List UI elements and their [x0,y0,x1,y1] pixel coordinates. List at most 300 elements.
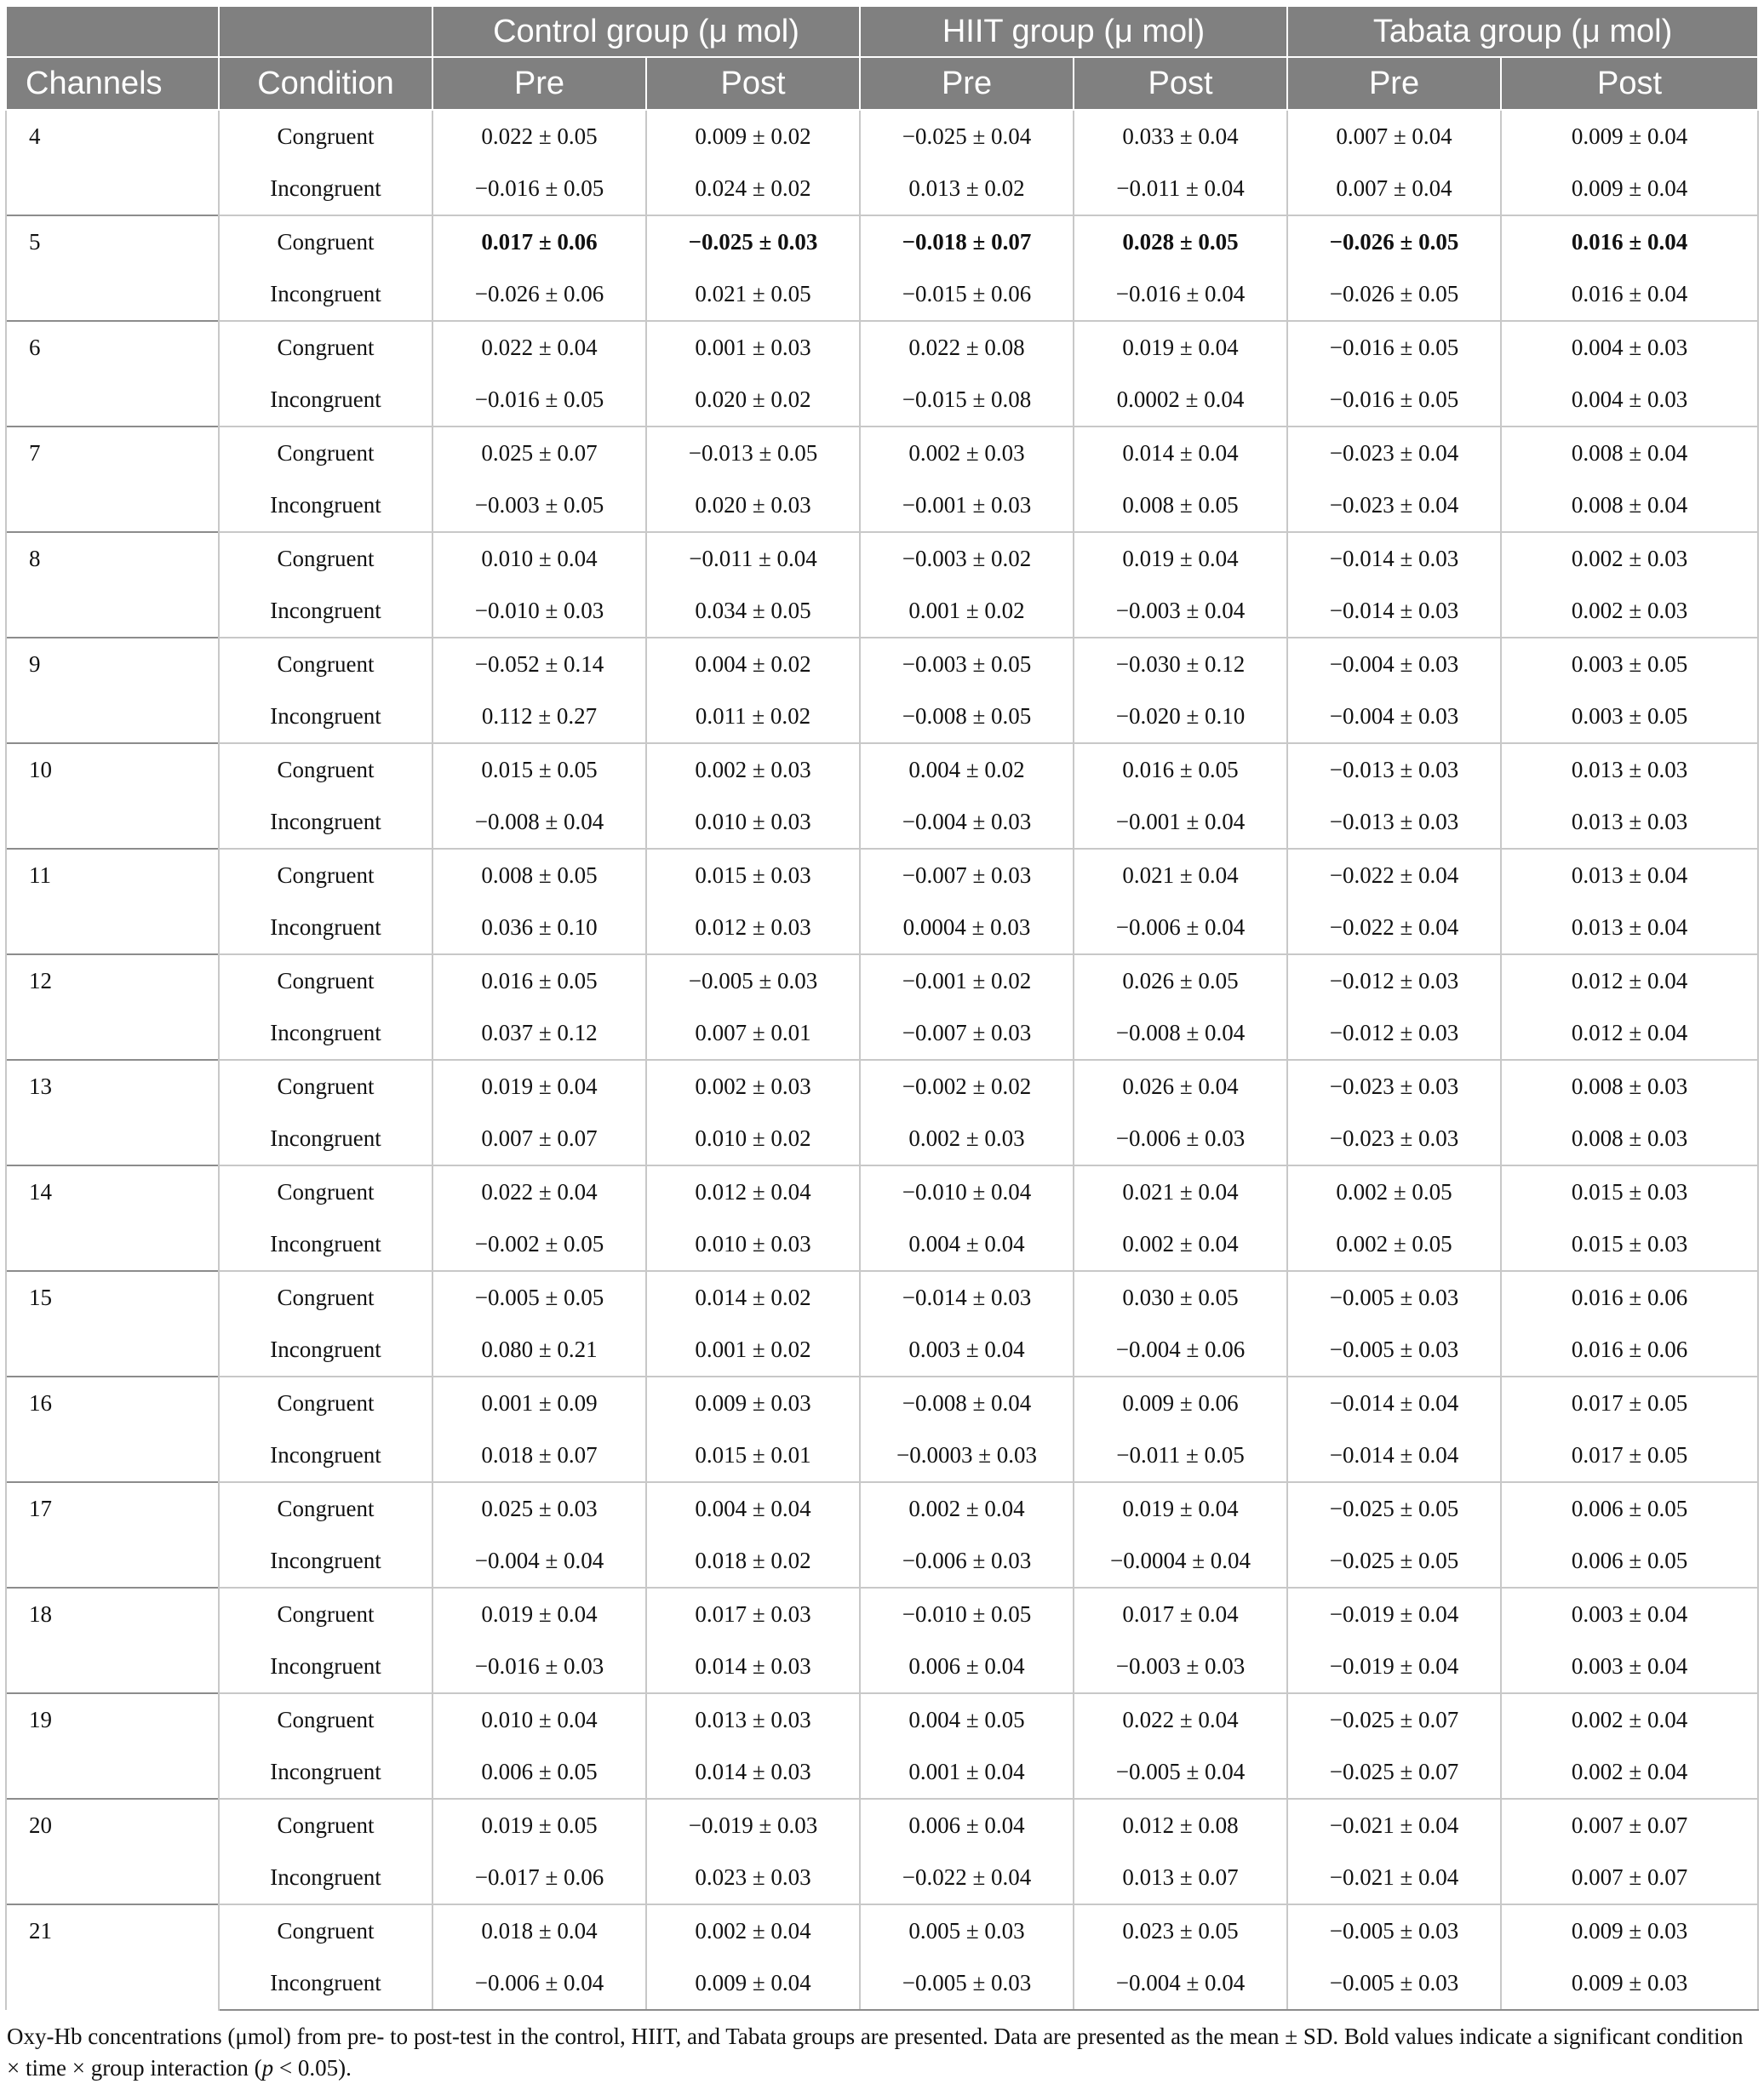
value-cell: 0.012 ± 0.04 [646,1165,860,1218]
value-cell: 0.013 ± 0.03 [1501,743,1758,796]
value-cell: 0.018 ± 0.07 [432,1429,646,1482]
value-cell: −0.003 ± 0.05 [860,638,1074,690]
value-cell: −0.021 ± 0.04 [1287,1799,1501,1852]
value-cell: −0.006 ± 0.03 [860,1535,1074,1588]
value-cell: 0.001 ± 0.02 [646,1324,860,1377]
table-row [6,1957,1758,2010]
channel-cell: 17 [6,1482,219,1588]
condition-cell: Incongruent [219,690,432,743]
condition-cell: Incongruent [219,1535,432,1588]
value-cell: 0.014 ± 0.04 [1074,427,1287,479]
value-cell: 0.009 ± 0.02 [646,110,860,163]
table-row [6,1271,1758,1324]
channel-cell: 19 [6,1693,219,1799]
value-cell: 0.018 ± 0.04 [432,1904,646,1957]
table-row [6,1640,1758,1693]
value-cell: −0.022 ± 0.04 [860,1852,1074,1904]
value-cell: 0.008 ± 0.03 [1501,1060,1758,1113]
channel-cell: 9 [6,638,219,743]
value-cell: 0.001 ± 0.04 [860,1746,1074,1799]
table-header [6,6,1758,110]
value-cell: −0.001 ± 0.04 [1074,796,1287,849]
table-row [6,1482,1758,1535]
condition-cell: Congruent [219,1482,432,1535]
value-cell: 0.015 ± 0.03 [646,849,860,902]
value-cell: −0.004 ± 0.04 [1074,1957,1287,2010]
value-cell: 0.013 ± 0.04 [1501,902,1758,954]
value-cell: 0.002 ± 0.04 [1501,1746,1758,1799]
value-cell: 0.006 ± 0.04 [860,1640,1074,1693]
value-cell: 0.013 ± 0.02 [860,163,1074,215]
value-cell: 0.012 ± 0.03 [646,902,860,954]
value-cell: 0.008 ± 0.05 [1074,479,1287,532]
header-hiit-post: Post [1074,57,1287,110]
value-cell: −0.016 ± 0.03 [432,1640,646,1693]
value-cell: 0.025 ± 0.03 [432,1482,646,1535]
table-row [6,1113,1758,1165]
table-row [6,1904,1758,1957]
value-cell: −0.003 ± 0.02 [860,532,1074,585]
value-cell: −0.005 ± 0.03 [1287,1904,1501,1957]
value-cell: 0.080 ± 0.21 [432,1324,646,1377]
value-cell: 0.019 ± 0.04 [1074,1482,1287,1535]
value-cell: 0.008 ± 0.04 [1501,479,1758,532]
value-cell: 0.004 ± 0.05 [860,1693,1074,1746]
value-cell: 0.022 ± 0.08 [860,321,1074,374]
value-cell: 0.026 ± 0.04 [1074,1060,1287,1113]
table-row [6,796,1758,849]
value-cell: 0.022 ± 0.04 [432,321,646,374]
table-row [6,1324,1758,1377]
condition-cell: Incongruent [219,1007,432,1060]
value-cell: 0.010 ± 0.03 [646,796,860,849]
channel-cell: 20 [6,1799,219,1904]
value-cell: 0.003 ± 0.04 [860,1324,1074,1377]
value-cell: 0.010 ± 0.02 [646,1113,860,1165]
table-row [6,321,1758,374]
condition-cell: Congruent [219,743,432,796]
value-cell: −0.004 ± 0.03 [1287,690,1501,743]
value-cell: −0.004 ± 0.04 [432,1535,646,1588]
value-cell: 0.023 ± 0.05 [1074,1904,1287,1957]
table-row [6,690,1758,743]
header-tabata-post: Post [1501,57,1758,110]
value-cell: −0.002 ± 0.02 [860,1060,1074,1113]
channel-cell: 7 [6,427,219,532]
value-cell: 0.030 ± 0.05 [1074,1271,1287,1324]
value-cell: −0.021 ± 0.04 [1287,1852,1501,1904]
value-cell: −0.003 ± 0.04 [1074,585,1287,638]
table-row [6,1799,1758,1852]
condition-cell: Congruent [219,1799,432,1852]
value-cell: −0.023 ± 0.04 [1287,427,1501,479]
value-cell: −0.003 ± 0.05 [432,479,646,532]
value-cell: 0.007 ± 0.04 [1287,163,1501,215]
channel-cell: 5 [6,215,219,321]
channel-cell: 21 [6,1904,219,2010]
value-cell: −0.012 ± 0.03 [1287,954,1501,1007]
value-cell: −0.007 ± 0.03 [860,849,1074,902]
value-cell: 0.008 ± 0.03 [1501,1113,1758,1165]
table-row [6,743,1758,796]
value-cell: −0.011 ± 0.04 [646,532,860,585]
value-cell: −0.001 ± 0.02 [860,954,1074,1007]
value-cell: 0.009 ± 0.04 [1501,110,1758,163]
value-cell: −0.019 ± 0.04 [1287,1588,1501,1640]
channel-cell: 11 [6,849,219,954]
value-cell: 0.002 ± 0.05 [1287,1165,1501,1218]
channel-cell: 6 [6,321,219,427]
value-cell: 0.019 ± 0.04 [432,1060,646,1113]
value-cell: 0.016 ± 0.05 [1074,743,1287,796]
table-row [6,902,1758,954]
value-cell: −0.003 ± 0.03 [1074,1640,1287,1693]
value-cell: −0.013 ± 0.03 [1287,796,1501,849]
value-cell: 0.002 ± 0.03 [860,1113,1074,1165]
value-cell: −0.008 ± 0.04 [860,1377,1074,1429]
value-cell: 0.011 ± 0.02 [646,690,860,743]
value-cell: 0.014 ± 0.03 [646,1640,860,1693]
value-cell: 0.028 ± 0.05 [1074,215,1287,268]
value-cell: −0.011 ± 0.05 [1074,1429,1287,1482]
channel-cell: 12 [6,954,219,1060]
value-cell: −0.014 ± 0.03 [1287,532,1501,585]
table-row [6,1852,1758,1904]
value-cell: 0.008 ± 0.05 [432,849,646,902]
value-cell: 0.008 ± 0.04 [1501,427,1758,479]
value-cell: −0.014 ± 0.04 [1287,1429,1501,1482]
header-hiit-group: HIIT group (μ mol) [860,6,1287,57]
value-cell: −0.005 ± 0.03 [646,954,860,1007]
value-cell: 0.036 ± 0.10 [432,902,646,954]
condition-cell: Congruent [219,849,432,902]
value-cell: 0.009 ± 0.03 [1501,1904,1758,1957]
value-cell: 0.021 ± 0.04 [1074,849,1287,902]
value-cell: −0.011 ± 0.04 [1074,163,1287,215]
condition-cell: Incongruent [219,1746,432,1799]
value-cell: 0.007 ± 0.01 [646,1007,860,1060]
table-row [6,479,1758,532]
condition-cell: Congruent [219,110,432,163]
value-cell: −0.016 ± 0.05 [432,163,646,215]
value-cell: 0.007 ± 0.07 [432,1113,646,1165]
value-cell: −0.014 ± 0.03 [860,1271,1074,1324]
value-cell: 0.034 ± 0.05 [646,585,860,638]
value-cell: 0.009 ± 0.03 [1501,1957,1758,2010]
condition-cell: Congruent [219,1904,432,1957]
value-cell: 0.009 ± 0.06 [1074,1377,1287,1429]
value-cell: 0.0004 ± 0.03 [860,902,1074,954]
value-cell: 0.015 ± 0.03 [1501,1218,1758,1271]
condition-cell: Incongruent [219,902,432,954]
header-empty-1 [6,6,219,57]
value-cell: 0.013 ± 0.03 [1501,796,1758,849]
value-cell: 0.006 ± 0.05 [432,1746,646,1799]
value-cell: −0.016 ± 0.04 [1074,268,1287,321]
value-cell: 0.021 ± 0.05 [646,268,860,321]
value-cell: −0.012 ± 0.03 [1287,1007,1501,1060]
value-cell: 0.007 ± 0.07 [1501,1852,1758,1904]
value-cell: 0.005 ± 0.03 [860,1904,1074,1957]
value-cell: 0.009 ± 0.04 [1501,163,1758,215]
header-condition: Condition [219,57,432,110]
value-cell: −0.052 ± 0.14 [432,638,646,690]
condition-cell: Congruent [219,1377,432,1429]
value-cell: 0.014 ± 0.03 [646,1746,860,1799]
value-cell: −0.020 ± 0.10 [1074,690,1287,743]
table-container [5,5,1759,2084]
condition-cell: Incongruent [219,585,432,638]
value-cell: 0.002 ± 0.04 [646,1904,860,1957]
condition-cell: Incongruent [219,163,432,215]
value-cell: −0.005 ± 0.03 [1287,1957,1501,2010]
channel-cell: 18 [6,1588,219,1693]
value-cell: 0.004 ± 0.04 [860,1218,1074,1271]
value-cell: 0.016 ± 0.06 [1501,1324,1758,1377]
value-cell: −0.026 ± 0.06 [432,268,646,321]
value-cell: −0.005 ± 0.03 [1287,1271,1501,1324]
value-cell: 0.010 ± 0.04 [432,532,646,585]
value-cell: −0.014 ± 0.04 [1287,1377,1501,1429]
value-cell: 0.001 ± 0.02 [860,585,1074,638]
value-cell: −0.019 ± 0.04 [1287,1640,1501,1693]
value-cell: −0.025 ± 0.07 [1287,1693,1501,1746]
value-cell: −0.008 ± 0.04 [432,796,646,849]
channel-cell: 16 [6,1377,219,1482]
value-cell: −0.016 ± 0.05 [1287,321,1501,374]
condition-cell: Congruent [219,1271,432,1324]
table-row [6,1007,1758,1060]
table-row [6,1746,1758,1799]
value-cell: 0.006 ± 0.05 [1501,1482,1758,1535]
value-cell: 0.016 ± 0.04 [1501,215,1758,268]
channel-cell: 8 [6,532,219,638]
value-cell: 0.025 ± 0.07 [432,427,646,479]
condition-cell: Congruent [219,1693,432,1746]
table-row [6,1218,1758,1271]
header-channels: Channels [6,57,219,110]
value-cell: −0.014 ± 0.03 [1287,585,1501,638]
value-cell: 0.017 ± 0.06 [432,215,646,268]
table-row [6,638,1758,690]
channel-cell: 4 [6,110,219,215]
value-cell: −0.023 ± 0.03 [1287,1060,1501,1113]
value-cell: 0.013 ± 0.03 [646,1693,860,1746]
condition-cell: Congruent [219,1060,432,1113]
table-row [6,954,1758,1007]
value-cell: −0.008 ± 0.05 [860,690,1074,743]
value-cell: −0.025 ± 0.05 [1287,1535,1501,1588]
channel-cell: 14 [6,1165,219,1271]
value-cell: −0.010 ± 0.03 [432,585,646,638]
header-control-pre: Pre [432,57,646,110]
value-cell: −0.005 ± 0.04 [1074,1746,1287,1799]
table-body [6,110,1758,2010]
value-cell: 0.021 ± 0.04 [1074,1165,1287,1218]
value-cell: 0.009 ± 0.04 [646,1957,860,2010]
table-row [6,1165,1758,1218]
condition-cell: Incongruent [219,1957,432,2010]
table-row [6,1535,1758,1588]
value-cell: 0.009 ± 0.03 [646,1377,860,1429]
value-cell: −0.026 ± 0.05 [1287,215,1501,268]
value-cell: −0.005 ± 0.03 [860,1957,1074,2010]
value-cell: 0.026 ± 0.05 [1074,954,1287,1007]
value-cell: 0.112 ± 0.27 [432,690,646,743]
footnote-text-1: Oxy-Hb concentrations (μmol) from pre- to post-test in the control, HIIT, and Tabata groups are presented. Data are presented as the mean ± SD. Bold values indicate a significant condition × time × group interaction ( [7,2024,1744,2081]
value-cell: 0.037 ± 0.12 [432,1007,646,1060]
value-cell: −0.017 ± 0.06 [432,1852,646,1904]
header-hiit-pre: Pre [860,57,1074,110]
table-row [6,1693,1758,1746]
value-cell: 0.019 ± 0.04 [1074,321,1287,374]
value-cell: 0.019 ± 0.04 [1074,532,1287,585]
value-cell: 0.015 ± 0.03 [1501,1165,1758,1218]
value-cell: 0.014 ± 0.02 [646,1271,860,1324]
value-cell: −0.005 ± 0.05 [432,1271,646,1324]
footnote-text-2: < 0.05). [273,2055,352,2081]
table-row [6,374,1758,427]
table-row [6,215,1758,268]
value-cell: −0.023 ± 0.04 [1287,479,1501,532]
header-tabata-pre: Pre [1287,57,1501,110]
condition-cell: Incongruent [219,268,432,321]
value-cell: −0.013 ± 0.05 [646,427,860,479]
condition-cell: Incongruent [219,479,432,532]
condition-cell: Incongruent [219,1852,432,1904]
value-cell: −0.030 ± 0.12 [1074,638,1287,690]
table-row [6,268,1758,321]
oxy-hb-table [5,5,1759,2011]
condition-cell: Congruent [219,1165,432,1218]
value-cell: 0.020 ± 0.02 [646,374,860,427]
value-cell: 0.004 ± 0.03 [1501,321,1758,374]
table-row [6,110,1758,163]
value-cell: −0.002 ± 0.05 [432,1218,646,1271]
value-cell: −0.016 ± 0.05 [432,374,646,427]
header-empty-2 [219,6,432,57]
value-cell: −0.005 ± 0.03 [1287,1324,1501,1377]
value-cell: 0.004 ± 0.03 [1501,374,1758,427]
table-row [6,1588,1758,1640]
value-cell: −0.004 ± 0.03 [860,796,1074,849]
condition-cell: Congruent [219,321,432,374]
value-cell: 0.016 ± 0.04 [1501,268,1758,321]
table-row [6,427,1758,479]
value-cell: −0.026 ± 0.05 [1287,268,1501,321]
value-cell: 0.017 ± 0.05 [1501,1377,1758,1429]
value-cell: 0.033 ± 0.04 [1074,110,1287,163]
value-cell: −0.013 ± 0.03 [1287,743,1501,796]
value-cell: 0.002 ± 0.03 [860,427,1074,479]
channel-cell: 10 [6,743,219,849]
value-cell: 0.002 ± 0.03 [646,743,860,796]
value-cell: 0.001 ± 0.03 [646,321,860,374]
table-row [6,1429,1758,1482]
condition-cell: Incongruent [219,1429,432,1482]
table-row [6,532,1758,585]
condition-cell: Congruent [219,427,432,479]
value-cell: 0.001 ± 0.09 [432,1377,646,1429]
value-cell: 0.017 ± 0.04 [1074,1588,1287,1640]
value-cell: 0.004 ± 0.02 [646,638,860,690]
footnote-p-symbol: p [261,2055,274,2081]
value-cell: 0.012 ± 0.08 [1074,1799,1287,1852]
condition-cell: Congruent [219,532,432,585]
value-cell: −0.016 ± 0.05 [1287,374,1501,427]
table-footnote [5,2021,1759,2084]
value-cell: −0.025 ± 0.05 [1287,1482,1501,1535]
condition-cell: Congruent [219,1588,432,1640]
value-cell: −0.010 ± 0.04 [860,1165,1074,1218]
value-cell: −0.004 ± 0.06 [1074,1324,1287,1377]
table-row [6,849,1758,902]
value-cell: 0.022 ± 0.04 [1074,1693,1287,1746]
value-cell: −0.007 ± 0.03 [860,1007,1074,1060]
value-cell: 0.003 ± 0.04 [1501,1640,1758,1693]
value-cell: −0.015 ± 0.08 [860,374,1074,427]
value-cell: −0.019 ± 0.03 [646,1799,860,1852]
value-cell: 0.007 ± 0.07 [1501,1799,1758,1852]
value-cell: 0.017 ± 0.05 [1501,1429,1758,1482]
value-cell: −0.025 ± 0.07 [1287,1746,1501,1799]
value-cell: 0.002 ± 0.03 [1501,532,1758,585]
value-cell: −0.006 ± 0.04 [1074,902,1287,954]
condition-cell: Congruent [219,215,432,268]
value-cell: 0.018 ± 0.02 [646,1535,860,1588]
condition-cell: Incongruent [219,796,432,849]
header-control-post: Post [646,57,860,110]
value-cell: 0.002 ± 0.03 [646,1060,860,1113]
value-cell: −0.0004 ± 0.04 [1074,1535,1287,1588]
value-cell: 0.016 ± 0.06 [1501,1271,1758,1324]
value-cell: 0.003 ± 0.05 [1501,690,1758,743]
value-cell: 0.002 ± 0.04 [1074,1218,1287,1271]
condition-cell: Congruent [219,954,432,1007]
value-cell: 0.002 ± 0.05 [1287,1218,1501,1271]
value-cell: 0.024 ± 0.02 [646,163,860,215]
channel-cell: 15 [6,1271,219,1377]
value-cell: −0.010 ± 0.05 [860,1588,1074,1640]
value-cell: −0.006 ± 0.03 [1074,1113,1287,1165]
value-cell: 0.002 ± 0.04 [860,1482,1074,1535]
value-cell: 0.007 ± 0.04 [1287,110,1501,163]
condition-cell: Incongruent [219,1324,432,1377]
header-control-group: Control group (μ mol) [432,6,860,57]
value-cell: 0.019 ± 0.05 [432,1799,646,1852]
value-cell: 0.0002 ± 0.04 [1074,374,1287,427]
value-cell: 0.012 ± 0.04 [1501,954,1758,1007]
value-cell: 0.006 ± 0.05 [1501,1535,1758,1588]
value-cell: −0.0003 ± 0.03 [860,1429,1074,1482]
value-cell: 0.015 ± 0.01 [646,1429,860,1482]
value-cell: 0.013 ± 0.07 [1074,1852,1287,1904]
condition-cell: Incongruent [219,1113,432,1165]
value-cell: 0.022 ± 0.04 [432,1165,646,1218]
table-row [6,1377,1758,1429]
table-row [6,585,1758,638]
condition-cell: Congruent [219,638,432,690]
condition-cell: Incongruent [219,1640,432,1693]
value-cell: 0.002 ± 0.04 [1501,1693,1758,1746]
value-cell: 0.016 ± 0.05 [432,954,646,1007]
value-cell: 0.020 ± 0.03 [646,479,860,532]
value-cell: 0.010 ± 0.03 [646,1218,860,1271]
value-cell: −0.006 ± 0.04 [432,1957,646,2010]
table-row [6,163,1758,215]
value-cell: −0.015 ± 0.06 [860,268,1074,321]
value-cell: 0.004 ± 0.02 [860,743,1074,796]
